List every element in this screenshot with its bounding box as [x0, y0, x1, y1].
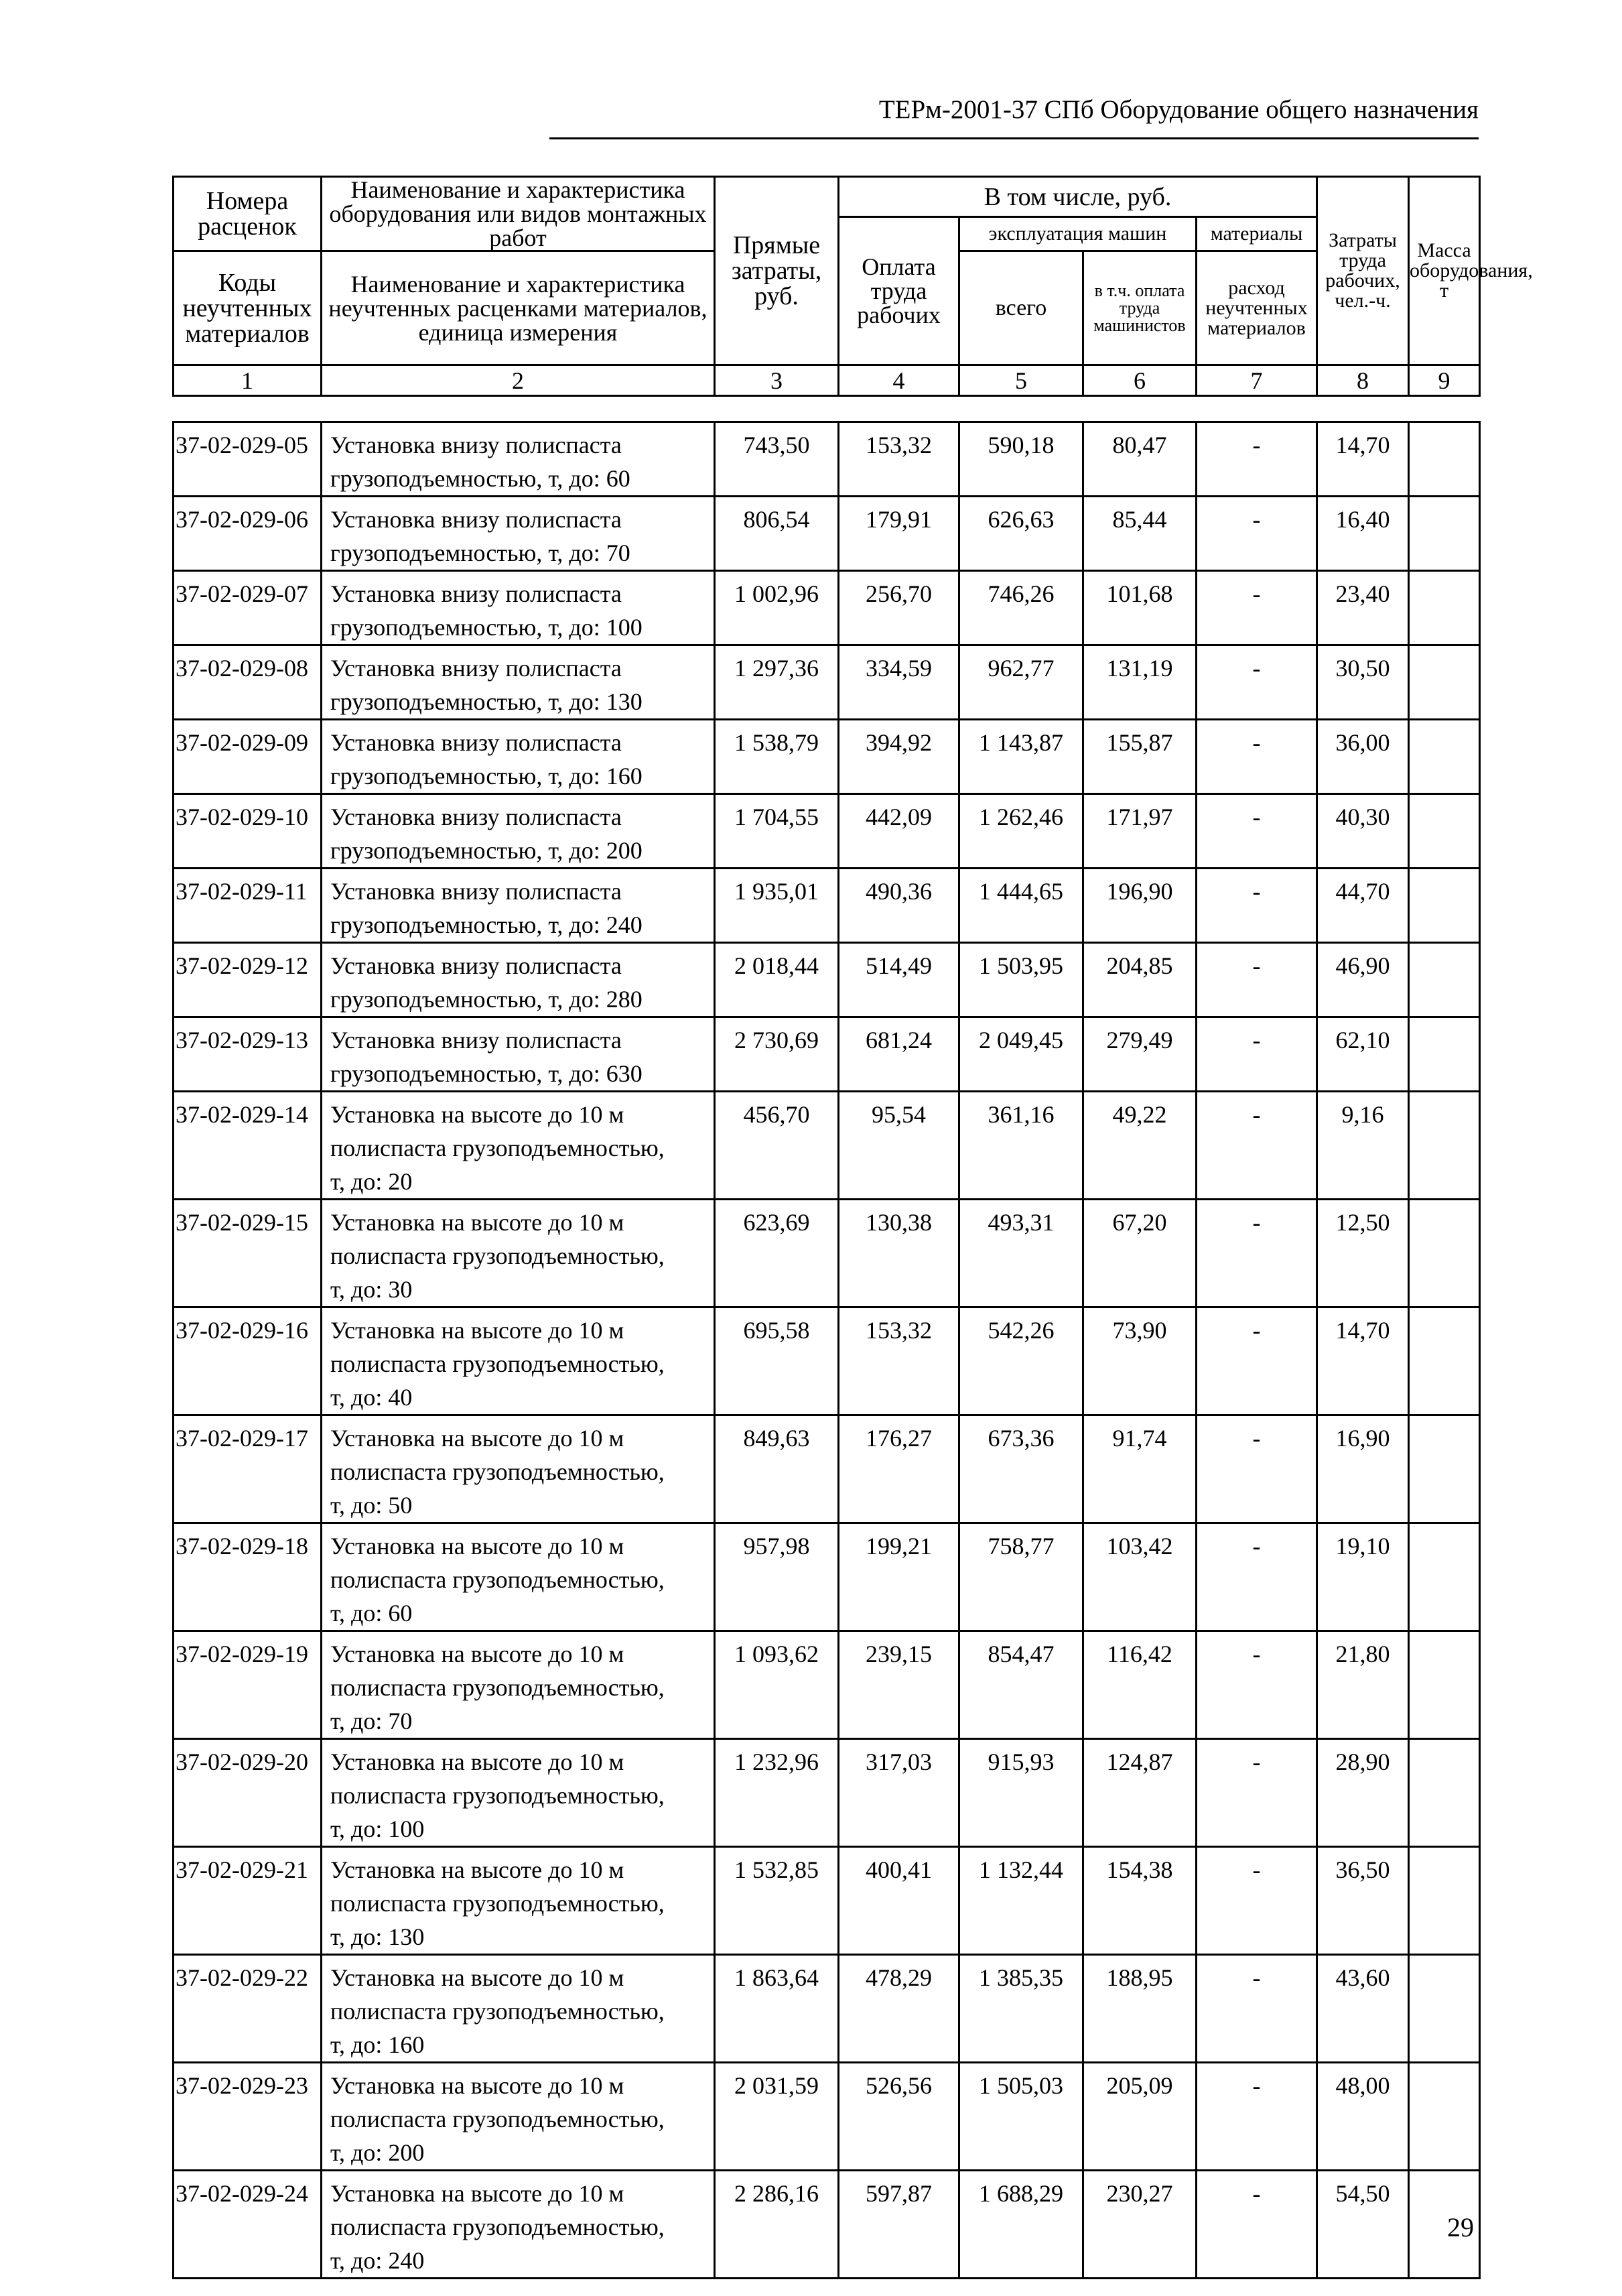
description-line: т, до: 130	[330, 1923, 425, 1950]
description-line: т, до: 60	[330, 1600, 413, 1627]
cell-materials: -	[1197, 1017, 1317, 1092]
header-col4: Оплата труда рабочих	[839, 217, 959, 365]
cell-mass	[1409, 943, 1480, 1017]
cell-machines: 1 688,29	[959, 2171, 1083, 2279]
header-number: 9	[1409, 365, 1480, 396]
cell-materials: -	[1197, 1631, 1317, 1739]
description-line: полиспаста грузоподъемностью,	[330, 1458, 665, 1485]
cell-operators: 85,44	[1083, 497, 1197, 571]
cell-materials: -	[1197, 869, 1317, 943]
cell-hours: 23,40	[1317, 571, 1409, 645]
cell-machines: 542,26	[959, 1308, 1083, 1415]
work-description	[322, 422, 715, 497]
cell-mass	[1409, 422, 1480, 497]
cell-mass	[1409, 1631, 1480, 1739]
cell-labor: 400,41	[839, 1847, 959, 1955]
cell-operators: 205,09	[1083, 2063, 1197, 2171]
header-number: 4	[839, 365, 959, 396]
cell-mass	[1409, 720, 1480, 794]
work-description	[322, 1631, 715, 1739]
header-col1-bottom: Коды неучтенных материалов	[174, 251, 322, 365]
header-rule	[549, 137, 1479, 139]
cell-direct: 1 704,55	[715, 794, 839, 869]
cell-machines: 1 503,95	[959, 943, 1083, 1017]
description-line: т, до: 40	[330, 1384, 413, 1411]
header-number: 1	[174, 365, 322, 396]
work-description	[322, 1955, 715, 2063]
description-line: Установка внизу полиспаста	[330, 432, 622, 458]
work-description	[322, 2063, 715, 2171]
rate-code: 37-02-029-24	[174, 2171, 322, 2279]
table-row	[174, 2063, 1480, 2171]
cell-labor: 681,24	[839, 1017, 959, 1092]
cell-mass	[1409, 1017, 1480, 1092]
work-description	[322, 1739, 715, 1847]
work-description	[322, 1092, 715, 1200]
cell-machines: 962,77	[959, 645, 1083, 720]
description-line: Установка внизу полиспаста	[330, 655, 622, 682]
header-col1-top: Номера расценок	[174, 177, 322, 251]
header-number: 8	[1317, 365, 1409, 396]
rate-code: 37-02-029-21	[174, 1847, 322, 1955]
cell-direct: 1 863,64	[715, 1955, 839, 2063]
description-line: Установка на высоте до 10 м	[330, 1425, 624, 1452]
cell-labor: 597,87	[839, 2171, 959, 2279]
description-line: т, до: 240	[330, 2247, 425, 2274]
cell-operators: 80,47	[1083, 422, 1197, 497]
header-group: В том числе, руб.	[839, 177, 1317, 217]
cell-direct: 2 730,69	[715, 1017, 839, 1092]
description-line: Установка внизу полиспаста	[330, 729, 622, 756]
table-row	[174, 1092, 1480, 1200]
cell-operators: 155,87	[1083, 720, 1197, 794]
description-line: грузоподъемностью, т, до: 280	[330, 986, 643, 1013]
rate-code: 37-02-029-08	[174, 645, 322, 720]
table-row	[174, 1631, 1480, 1739]
cell-machines: 673,36	[959, 1415, 1083, 1523]
cell-mass	[1409, 1955, 1480, 2063]
cell-materials: -	[1197, 1523, 1317, 1631]
work-description	[322, 1847, 715, 1955]
cell-machines: 746,26	[959, 571, 1083, 645]
description-line: грузоподъемностью, т, до: 130	[330, 688, 643, 715]
cell-hours: 44,70	[1317, 869, 1409, 943]
page-header: ТЕРм-2001-37 СПб Оборудование общего назначения	[878, 95, 1479, 124]
cell-direct: 1 232,96	[715, 1739, 839, 1847]
cell-machines: 2 049,45	[959, 1017, 1083, 1092]
cell-operators: 67,20	[1083, 1200, 1197, 1308]
header-number: 2	[322, 365, 715, 396]
cell-machines: 854,47	[959, 1631, 1083, 1739]
cell-mass	[1409, 571, 1480, 645]
cell-machines: 1 385,35	[959, 1955, 1083, 2063]
description-line: Установка внизу полиспаста	[330, 804, 622, 830]
cell-labor: 256,70	[839, 571, 959, 645]
cell-labor: 176,27	[839, 1415, 959, 1523]
cell-hours: 36,00	[1317, 720, 1409, 794]
description-line: полиспаста грузоподъемностью,	[330, 2214, 665, 2240]
description-line: т, до: 20	[330, 1168, 413, 1195]
cell-labor: 394,92	[839, 720, 959, 794]
work-description	[322, 1523, 715, 1631]
description-line: грузоподъемностью, т, до: 160	[330, 763, 643, 789]
cell-direct: 2 286,16	[715, 2171, 839, 2279]
table-row	[174, 1415, 1480, 1523]
cell-direct: 1 935,01	[715, 869, 839, 943]
description-line: грузоподъемностью, т, до: 200	[330, 837, 643, 864]
cell-labor: 490,36	[839, 869, 959, 943]
cell-labor: 334,59	[839, 645, 959, 720]
rate-code: 37-02-029-19	[174, 1631, 322, 1739]
cell-materials: -	[1197, 497, 1317, 571]
description-line: Установка внизу полиспаста	[330, 952, 622, 979]
cell-labor: 153,32	[839, 1308, 959, 1415]
description-line: полиспаста грузоподъемностью,	[330, 1998, 665, 2025]
work-description	[322, 645, 715, 720]
cell-hours: 62,10	[1317, 1017, 1409, 1092]
table-header	[172, 176, 1533, 397]
description-line: т, до: 50	[330, 1492, 413, 1519]
description-line: Установка на высоте до 10 м	[330, 1101, 624, 1128]
table-row	[174, 2171, 1480, 2279]
rate-code: 37-02-029-17	[174, 1415, 322, 1523]
description-line: Установка на высоте до 10 м	[330, 2180, 624, 2207]
cell-operators: 154,38	[1083, 1847, 1197, 1955]
header-number: 3	[715, 365, 839, 396]
table-row	[174, 1847, 1480, 1955]
rate-code: 37-02-029-20	[174, 1739, 322, 1847]
cell-materials: -	[1197, 2171, 1317, 2279]
cell-machines: 1 143,87	[959, 720, 1083, 794]
cell-operators: 49,22	[1083, 1092, 1197, 1200]
description-line: полиспаста грузоподъемностью,	[330, 2106, 665, 2132]
cell-mass	[1409, 1092, 1480, 1200]
cell-hours: 19,10	[1317, 1523, 1409, 1631]
work-description	[322, 720, 715, 794]
cell-hours: 14,70	[1317, 1308, 1409, 1415]
header-col6: в т.ч. оплата труда машинистов	[1083, 251, 1197, 365]
rate-code: 37-02-029-13	[174, 1017, 322, 1092]
table-row	[174, 1017, 1480, 1092]
cell-hours: 36,50	[1317, 1847, 1409, 1955]
data-table	[172, 421, 1481, 2279]
rate-code: 37-02-029-15	[174, 1200, 322, 1308]
work-description	[322, 1415, 715, 1523]
rate-code: 37-02-029-09	[174, 720, 322, 794]
cell-machines: 915,93	[959, 1739, 1083, 1847]
cell-mass	[1409, 1739, 1480, 1847]
rate-code: 37-02-029-14	[174, 1092, 322, 1200]
cell-mass	[1409, 1415, 1480, 1523]
work-description	[322, 1200, 715, 1308]
cell-mass	[1409, 1847, 1480, 1955]
cell-hours: 40,30	[1317, 794, 1409, 869]
description-line: т, до: 200	[330, 2139, 425, 2166]
header-number: 6	[1083, 365, 1197, 396]
cell-hours: 12,50	[1317, 1200, 1409, 1308]
cell-labor: 317,03	[839, 1739, 959, 1847]
table-row	[174, 1200, 1480, 1308]
page-number: 29	[1447, 2212, 1474, 2242]
description-line: грузоподъемностью, т, до: 100	[330, 614, 643, 641]
table-row	[174, 720, 1480, 794]
description-line: грузоподъемностью, т, до: 60	[330, 465, 630, 492]
cell-materials: -	[1197, 422, 1317, 497]
cell-hours: 30,50	[1317, 645, 1409, 720]
rate-code: 37-02-029-05	[174, 422, 322, 497]
cell-direct: 695,58	[715, 1308, 839, 1415]
cell-machines: 590,18	[959, 422, 1083, 497]
description-line: полиспаста грузоподъемностью,	[330, 1782, 665, 1809]
cell-materials: -	[1197, 1308, 1317, 1415]
description-line: Установка на высоте до 10 м	[330, 1317, 624, 1344]
cell-operators: 103,42	[1083, 1523, 1197, 1631]
header-col9: Масса оборудования, т	[1409, 177, 1480, 365]
rate-code: 37-02-029-10	[174, 794, 322, 869]
cell-materials: -	[1197, 1200, 1317, 1308]
cell-mass	[1409, 869, 1480, 943]
cell-mass	[1409, 1200, 1480, 1308]
cell-labor: 153,32	[839, 422, 959, 497]
cell-hours: 46,90	[1317, 943, 1409, 1017]
cell-mass	[1409, 2063, 1480, 2171]
cell-direct: 957,98	[715, 1523, 839, 1631]
table-row	[174, 645, 1480, 720]
cell-materials: -	[1197, 1092, 1317, 1200]
cell-direct: 743,50	[715, 422, 839, 497]
header-col2-top: Наименование и характеристика оборудования или видов монтажных работ	[322, 177, 715, 251]
description-line: Установка на высоте до 10 м	[330, 1964, 624, 1991]
description-line: Установка на высоте до 10 м	[330, 1641, 624, 1667]
description-line: полиспаста грузоподъемностью,	[330, 1890, 665, 1917]
description-line: полиспаста грузоподъемностью,	[330, 1566, 665, 1593]
cell-operators: 91,74	[1083, 1415, 1197, 1523]
cell-direct: 806,54	[715, 497, 839, 571]
cell-direct: 1 538,79	[715, 720, 839, 794]
work-description	[322, 794, 715, 869]
cell-direct: 1 093,62	[715, 1631, 839, 1739]
cell-materials: -	[1197, 1739, 1317, 1847]
cell-direct: 2 031,59	[715, 2063, 839, 2171]
description-line: грузоподъемностью, т, до: 240	[330, 911, 643, 938]
table-row	[174, 943, 1480, 1017]
cell-materials: -	[1197, 1847, 1317, 1955]
table-row	[174, 1308, 1480, 1415]
rate-code: 37-02-029-18	[174, 1523, 322, 1631]
table-row	[174, 1955, 1480, 2063]
cell-operators: 124,87	[1083, 1739, 1197, 1847]
description-line: полиспаста грузоподъемностью,	[330, 1135, 665, 1161]
cell-mass	[1409, 645, 1480, 720]
description-line: Установка на высоте до 10 м	[330, 1748, 624, 1775]
cell-hours: 16,90	[1317, 1415, 1409, 1523]
cell-hours: 14,70	[1317, 422, 1409, 497]
description-line: Установка внизу полиспаста	[330, 1027, 622, 1054]
cell-materials: -	[1197, 794, 1317, 869]
cell-hours: 21,80	[1317, 1631, 1409, 1739]
table-row	[174, 794, 1480, 869]
description-line: т, до: 160	[330, 2031, 425, 2058]
cell-mass	[1409, 1523, 1480, 1631]
description-line: Установка внизу полиспаста	[330, 878, 622, 905]
header-col8: Затраты труда рабочих, чел.-ч.	[1317, 177, 1409, 365]
table-row	[174, 1523, 1480, 1631]
cell-labor: 442,09	[839, 794, 959, 869]
work-description	[322, 497, 715, 571]
rate-code: 37-02-029-16	[174, 1308, 322, 1415]
cell-materials: -	[1197, 943, 1317, 1017]
work-description	[322, 571, 715, 645]
cell-operators: 73,90	[1083, 1308, 1197, 1415]
cell-machines: 1 132,44	[959, 1847, 1083, 1955]
header-col2-bottom: Наименование и характеристика неучтенных расценками материалов, единица измерения	[322, 251, 715, 365]
rate-code: 37-02-029-12	[174, 943, 322, 1017]
description-line: Установка внизу полиспаста	[330, 506, 622, 533]
cell-operators: 196,90	[1083, 869, 1197, 943]
cell-materials: -	[1197, 571, 1317, 645]
work-description	[322, 869, 715, 943]
cell-hours: 28,90	[1317, 1739, 1409, 1847]
table-row	[174, 422, 1480, 497]
cell-operators: 188,95	[1083, 1955, 1197, 2063]
cell-labor: 478,29	[839, 1955, 959, 2063]
cell-mass	[1409, 1308, 1480, 1415]
cell-direct: 623,69	[715, 1200, 839, 1308]
header-col5: всего	[959, 251, 1083, 365]
cell-machines: 758,77	[959, 1523, 1083, 1631]
header-number: 5	[959, 365, 1083, 396]
cell-direct: 1 297,36	[715, 645, 839, 720]
cell-labor: 199,21	[839, 1523, 959, 1631]
description-line: Установка на высоте до 10 м	[330, 1209, 624, 1236]
cell-operators: 116,42	[1083, 1631, 1197, 1739]
cell-operators: 279,49	[1083, 1017, 1197, 1092]
cell-labor: 95,54	[839, 1092, 959, 1200]
cell-operators: 230,27	[1083, 2171, 1197, 2279]
description-line: Установка на высоте до 10 м	[330, 1856, 624, 1883]
rate-code: 37-02-029-11	[174, 869, 322, 943]
header-col3: Прямые затраты, руб.	[715, 177, 839, 365]
cell-direct: 1 532,85	[715, 1847, 839, 1955]
header-machines: эксплуатация машин	[959, 217, 1197, 251]
table-row	[174, 571, 1480, 645]
table-row	[174, 497, 1480, 571]
cell-labor: 130,38	[839, 1200, 959, 1308]
description-line: полиспаста грузоподъемностью,	[330, 1242, 665, 1269]
description-line: грузоподъемностью, т, до: 70	[330, 539, 630, 566]
description-line: Установка на высоте до 10 м	[330, 1533, 624, 1559]
table-row	[174, 1739, 1480, 1847]
cell-labor: 239,15	[839, 1631, 959, 1739]
rate-code: 37-02-029-22	[174, 1955, 322, 2063]
work-description	[322, 1017, 715, 1092]
cell-hours: 54,50	[1317, 2171, 1409, 2279]
cell-operators: 171,97	[1083, 794, 1197, 869]
work-description	[322, 1308, 715, 1415]
cell-materials: -	[1197, 1955, 1317, 2063]
cell-machines: 1 444,65	[959, 869, 1083, 943]
cell-materials: -	[1197, 720, 1317, 794]
cell-hours: 9,16	[1317, 1092, 1409, 1200]
description-line: полиспаста грузоподъемностью,	[330, 1350, 665, 1377]
description-line: т, до: 30	[330, 1276, 413, 1303]
description-line: грузоподъемностью, т, до: 630	[330, 1060, 643, 1087]
header-col7: расход неучтенных материалов	[1197, 251, 1317, 365]
rate-code: 37-02-029-23	[174, 2063, 322, 2171]
cell-materials: -	[1197, 1415, 1317, 1523]
cell-labor: 179,91	[839, 497, 959, 571]
cell-machines: 1 262,46	[959, 794, 1083, 869]
cell-direct: 2 018,44	[715, 943, 839, 1017]
description-line: Установка внизу полиспаста	[330, 580, 622, 607]
description-line: т, до: 100	[330, 1815, 425, 1842]
cell-hours: 43,60	[1317, 1955, 1409, 2063]
cell-direct: 1 002,96	[715, 571, 839, 645]
header-materials: материалы	[1197, 217, 1317, 251]
rate-code: 37-02-029-07	[174, 571, 322, 645]
description-line: полиспаста грузоподъемностью,	[330, 1674, 665, 1701]
cell-mass	[1409, 794, 1480, 869]
cell-labor: 526,56	[839, 2063, 959, 2171]
cell-direct: 849,63	[715, 1415, 839, 1523]
cell-direct: 456,70	[715, 1092, 839, 1200]
cell-mass	[1409, 497, 1480, 571]
description-line: т, до: 70	[330, 1708, 413, 1734]
description-line: Установка на высоте до 10 м	[330, 2072, 624, 2099]
cell-materials: -	[1197, 645, 1317, 720]
header-number: 7	[1197, 365, 1317, 396]
table-row	[174, 869, 1480, 943]
cell-operators: 204,85	[1083, 943, 1197, 1017]
cell-materials: -	[1197, 2063, 1317, 2171]
rate-code: 37-02-029-06	[174, 497, 322, 571]
cell-labor: 514,49	[839, 943, 959, 1017]
cell-machines: 1 505,03	[959, 2063, 1083, 2171]
cell-machines: 493,31	[959, 1200, 1083, 1308]
cell-hours: 16,40	[1317, 497, 1409, 571]
cell-machines: 626,63	[959, 497, 1083, 571]
work-description	[322, 2171, 715, 2279]
work-description	[322, 943, 715, 1017]
cell-hours: 48,00	[1317, 2063, 1409, 2171]
cell-operators: 131,19	[1083, 645, 1197, 720]
cell-machines: 361,16	[959, 1092, 1083, 1200]
cell-operators: 101,68	[1083, 571, 1197, 645]
